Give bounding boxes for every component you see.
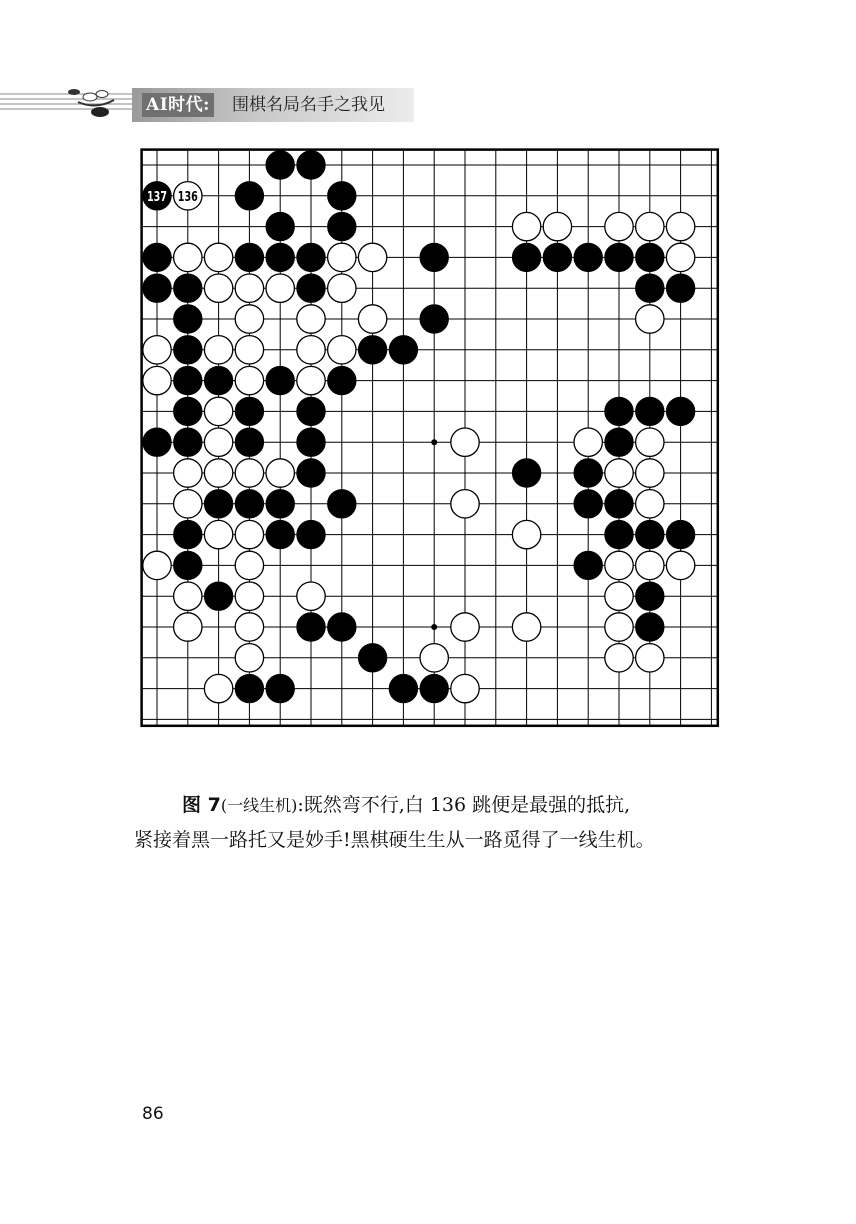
black-stone: [297, 151, 325, 179]
black-stone: [235, 490, 263, 518]
star-point: [431, 439, 437, 445]
white-stone: [666, 212, 694, 240]
white-stone: [605, 551, 633, 579]
black-stone: [297, 613, 325, 641]
stones-layer: [143, 151, 695, 703]
black-stone: [266, 674, 294, 702]
figure-caption: [134, 788, 734, 857]
white-stone: [266, 459, 294, 487]
white-stone: [451, 613, 479, 641]
black-stone: [605, 490, 633, 518]
white-stone: [512, 520, 540, 548]
white-stone: [543, 212, 571, 240]
black-stone: [297, 459, 325, 487]
black-stone: [389, 336, 417, 364]
white-stone: [143, 366, 171, 394]
black-stone: [143, 243, 171, 271]
white-stone: [235, 644, 263, 672]
white-stone: [204, 397, 232, 425]
white-stone: [328, 336, 356, 364]
black-stone: [297, 243, 325, 271]
black-stone: [143, 274, 171, 302]
black-stone: [605, 243, 633, 271]
black-stone: [143, 428, 171, 456]
black-stone: [605, 520, 633, 548]
white-stone: [512, 212, 540, 240]
black-stone: [174, 428, 202, 456]
go-board: [140, 148, 730, 738]
white-stone: [605, 212, 633, 240]
black-stone: [328, 490, 356, 518]
header-tag: AI时代:: [142, 93, 214, 117]
white-stone: [204, 274, 232, 302]
star-point: [431, 624, 437, 630]
black-stone: [636, 613, 664, 641]
black-stone: [420, 243, 448, 271]
white-stone: [666, 243, 694, 271]
white-stone: [328, 274, 356, 302]
white-stone: [605, 459, 633, 487]
white-stone: [174, 613, 202, 641]
white-stone: [636, 212, 664, 240]
black-stone: [204, 490, 232, 518]
black-stone: [512, 243, 540, 271]
white-stone: [297, 336, 325, 364]
white-stone: [174, 582, 202, 610]
white-stone: [174, 459, 202, 487]
black-stone: [328, 366, 356, 394]
white-stone: [358, 243, 386, 271]
white-stone: [235, 336, 263, 364]
black-stone: [666, 520, 694, 548]
white-stone: [451, 490, 479, 518]
white-stone: [605, 644, 633, 672]
black-stone: [574, 459, 602, 487]
black-stone: [574, 490, 602, 518]
black-stone: [512, 459, 540, 487]
black-stone: [605, 397, 633, 425]
black-stone: [235, 182, 263, 210]
black-stone: [266, 151, 294, 179]
move-number-label: 137: [147, 189, 167, 205]
black-stone: [174, 305, 202, 333]
white-stone: [636, 459, 664, 487]
white-stone: [204, 428, 232, 456]
white-stone: [297, 305, 325, 333]
white-stone: [358, 305, 386, 333]
white-stone: [266, 274, 294, 302]
white-stone: [204, 520, 232, 548]
white-stone: [636, 490, 664, 518]
black-stone: [297, 397, 325, 425]
black-stone: [636, 520, 664, 548]
black-stone: [636, 274, 664, 302]
black-stone: [574, 243, 602, 271]
white-stone: [235, 305, 263, 333]
black-stone: [266, 520, 294, 548]
caption-line-1: :既然弯不行,白 136 跳便是最强的抵抗,: [297, 794, 631, 816]
black-stone: [666, 397, 694, 425]
black-stone: [420, 305, 448, 333]
black-stone: [389, 674, 417, 702]
black-stone: [543, 243, 571, 271]
black-stone: [266, 366, 294, 394]
black-stone: [266, 212, 294, 240]
black-stone: [235, 428, 263, 456]
white-stone: [451, 674, 479, 702]
page-number: 86: [142, 1104, 164, 1124]
black-stone: [235, 674, 263, 702]
black-stone: [636, 397, 664, 425]
black-stone: [174, 397, 202, 425]
figure-subtitle: (一线生机): [220, 796, 298, 815]
running-header: [0, 78, 856, 128]
black-stone: [636, 243, 664, 271]
figure-label: 图 7: [182, 794, 221, 816]
white-stone: [328, 243, 356, 271]
white-stone: [605, 613, 633, 641]
white-stone: [512, 613, 540, 641]
black-stone: [174, 551, 202, 579]
white-stone: [297, 366, 325, 394]
white-stone: [143, 551, 171, 579]
caption-line-2: 紧接着黑一路托又是妙手!黑棋硬生生从一路觅得了一线生机。: [134, 829, 655, 851]
black-stone: [204, 582, 232, 610]
black-stone: [420, 674, 448, 702]
black-stone: [204, 366, 232, 394]
white-stone: [235, 274, 263, 302]
black-stone: [666, 274, 694, 302]
black-stone: [266, 490, 294, 518]
header-decoration-icon: [0, 88, 140, 118]
black-stone: [328, 613, 356, 641]
black-stone: [174, 274, 202, 302]
white-stone: [636, 644, 664, 672]
black-stone: [574, 551, 602, 579]
white-stone: [297, 582, 325, 610]
black-stone: [174, 366, 202, 394]
white-stone: [204, 243, 232, 271]
white-stone: [204, 336, 232, 364]
white-stone: [204, 674, 232, 702]
black-stone: [636, 582, 664, 610]
black-stone: [235, 397, 263, 425]
white-stone: [235, 366, 263, 394]
white-stone: [636, 428, 664, 456]
white-stone: [235, 613, 263, 641]
black-stone: [174, 520, 202, 548]
black-stone: [235, 243, 263, 271]
white-stone: [451, 428, 479, 456]
white-stone: [174, 243, 202, 271]
white-stone: [636, 551, 664, 579]
white-stone: [235, 520, 263, 548]
white-stone: [605, 582, 633, 610]
white-stone: [174, 490, 202, 518]
black-stone: [297, 520, 325, 548]
go-board-diagram: [140, 148, 730, 738]
white-stone: [235, 459, 263, 487]
black-stone: [358, 644, 386, 672]
black-stone: [328, 212, 356, 240]
white-stone: [204, 459, 232, 487]
white-stone: [574, 428, 602, 456]
black-stone: [297, 274, 325, 302]
white-stone: [143, 336, 171, 364]
book-title: 围棋名局名手之我见: [232, 95, 385, 115]
black-stone: [358, 336, 386, 364]
black-stone: [174, 336, 202, 364]
white-stone: [420, 644, 448, 672]
black-stone: [328, 182, 356, 210]
white-stone: [235, 551, 263, 579]
black-stone: [297, 428, 325, 456]
black-stone: [605, 428, 633, 456]
black-stone: [266, 243, 294, 271]
move-number-label: 136: [177, 189, 198, 205]
white-stone: [666, 551, 694, 579]
white-stone: [235, 582, 263, 610]
white-stone: [636, 305, 664, 333]
